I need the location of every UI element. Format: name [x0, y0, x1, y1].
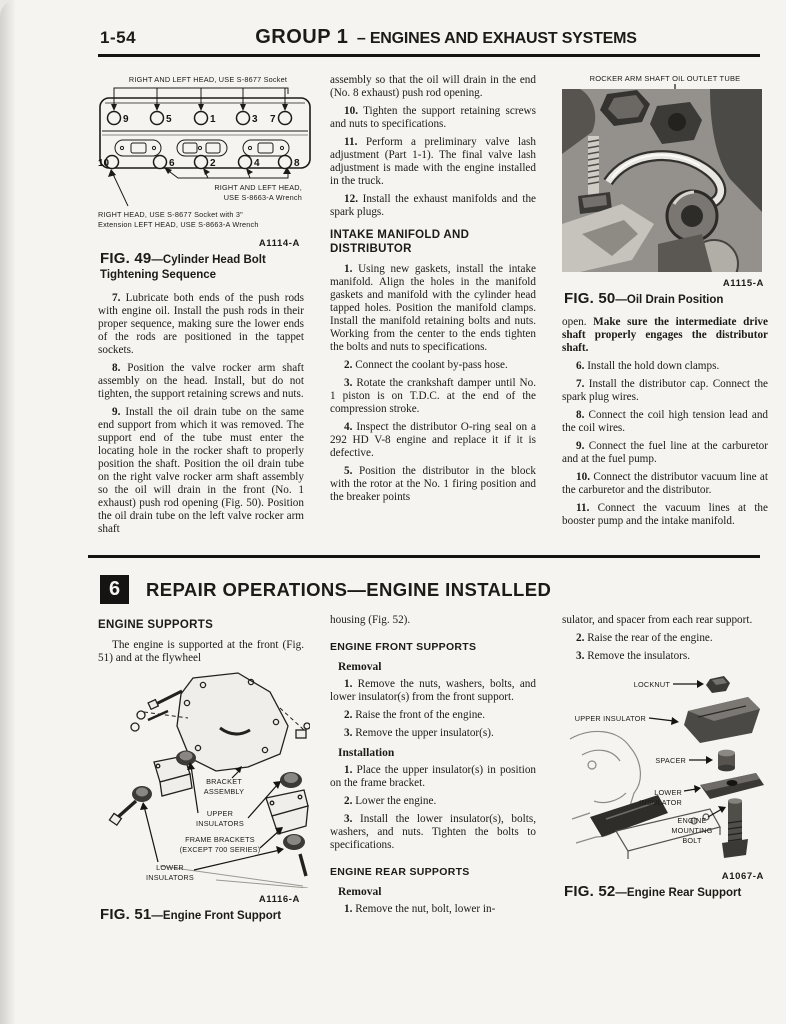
- fig51-caption-text: —Engine Front Support: [151, 910, 282, 922]
- fig49-caption-text: —Cylinder Head Bolt: [151, 254, 266, 266]
- fig50-top-label: ROCKER ARM SHAFT OIL OUTLET TUBE: [589, 74, 741, 83]
- para-text: The engine is supported at the front (Fig. 51) and at the flywheel: [98, 639, 304, 664]
- heading-engine-front-supports: ENGINE FRONT SUPPORTS: [330, 641, 477, 653]
- header-rule: [98, 54, 760, 57]
- para-text: Remove the upper insulator(s).: [355, 727, 494, 739]
- para-text: Remove the nuts, washers, bolts, and lower insulator(s) from the front support.: [330, 678, 536, 703]
- para-num: 7.: [112, 292, 121, 304]
- para-text: Install the distributor cap. Connect the spark plug wires.: [562, 378, 769, 403]
- para-text: Connect the coil high tension lead and the coil wires.: [562, 409, 769, 434]
- para-text: Lubricate both ends of the push rods with engine oil. Install the push rods in their proper sequence, making sure the lower ends of the rods are positioned in the tappet sockets.: [98, 292, 304, 356]
- fig52-label-lower-1: LOWER: [654, 788, 682, 797]
- figure-51: [98, 670, 304, 924]
- para-text: Position the valve rocker arm shaft assembly on the head. Install, but do not tighten, the support retaining screws and nuts.: [98, 362, 304, 400]
- para-text: assembly so that the oil will drain in the end (No. 8 exhaust) push rod opening.: [330, 74, 536, 99]
- para-num: 5.: [344, 465, 353, 477]
- section-title: REPAIR OPERATIONS—ENGINE INSTALLED: [146, 578, 552, 600]
- bolt-6: 6: [169, 158, 175, 169]
- top-col-right: [562, 74, 768, 541]
- fig49-top-label: RIGHT AND LEFT HEAD, USE S-8677 Socket: [128, 75, 288, 84]
- fig51-label-bracket-2: ASSEMBLY: [203, 787, 245, 796]
- para-text: Using new gaskets, install the intake manifold. Align the holes in the manifold gaskets and manifold with the cylinder head tapped holes. Position the manifold clamps. Install the manifold retaining bolts and nuts. Working from the center to the ends tighten the bolts and nuts to specifications.: [330, 263, 537, 353]
- para-text: Remove the nut, bolt, lower in-: [355, 903, 496, 915]
- para-text: Inspect the distributor O-ring seal on a 292 HD V-8 engine and replace it if it is defective.: [330, 421, 536, 459]
- fig51-label-frame-1: FRAME BRACKETS: [185, 835, 255, 844]
- fig52-label-bolt-1: ENGINE: [677, 816, 707, 825]
- para-num: 10.: [576, 471, 590, 483]
- heading-intake-manifold: INTAKE MANIFOLD AND DISTRIBUTOR: [330, 229, 470, 255]
- heading-engine-rear-supports: ENGINE REAR SUPPORTS: [330, 866, 470, 878]
- para-text: Install the exhaust manifolds and the spark plugs.: [330, 193, 536, 218]
- para-text: Tighten the support retaining screws and nuts to specifications.: [330, 105, 536, 130]
- para-text: housing (Fig. 52).: [330, 614, 411, 626]
- para-text: Connect the vacuum lines at the booster pump and the intake manifold.: [562, 502, 768, 527]
- para-num: 6.: [576, 360, 585, 372]
- fig52-label-bolt-3: BOLT: [682, 836, 702, 845]
- figure-50: [562, 74, 768, 308]
- header-title-group: GROUP 1: [255, 26, 349, 48]
- para-num: 11.: [576, 502, 590, 514]
- fig52-label-bolt-2: MOUNTING: [671, 826, 713, 835]
- para-num: 2.: [344, 795, 353, 807]
- fig52-caption-number: FIG. 52: [564, 883, 616, 900]
- para-num: 4.: [344, 421, 353, 433]
- para-text: open.: [562, 316, 594, 328]
- fig50-caption-text: —Oil Drain Position: [615, 294, 724, 306]
- fig51-label-lower-1: LOWER: [156, 863, 184, 872]
- engine-front-support-diagram: [98, 670, 310, 888]
- para-text: sulator, and spacer from each rear support.: [562, 614, 753, 626]
- fig51-label-frame-2: (EXCEPT 700 SERIES): [179, 845, 261, 854]
- para-text: Perform a preliminary valve lash adjustment (Part 1-1). The final valve lash adjustment is made with the engine installed in the truck.: [330, 136, 536, 187]
- figure-49: [98, 74, 304, 283]
- para-num: 3.: [344, 377, 353, 389]
- section-6-header: [100, 575, 762, 604]
- cylinder-head-diagram: [98, 74, 312, 232]
- para-num: 2.: [344, 359, 353, 371]
- fig49-right-label-2: USE S-8663-A Wrench: [223, 193, 302, 202]
- para-text: Raise the front of the engine.: [355, 709, 486, 721]
- page-edge-shadow: [0, 0, 16, 1024]
- para-text-bold: Make sure the intermediate drive shaft properly engages the distributor shaft.: [562, 316, 768, 354]
- para-num: 2.: [344, 709, 353, 721]
- fig52-label-spacer: SPACER: [655, 756, 686, 765]
- continued-paragraph: [330, 614, 536, 627]
- fig52-label-locknut: LOCKNUT: [633, 680, 670, 689]
- header-title: [136, 26, 756, 49]
- para-num: 3.: [576, 650, 585, 662]
- bottom-col-left: [98, 614, 304, 924]
- bolt-10: 10: [98, 158, 110, 169]
- bolt-5: 5: [166, 114, 172, 125]
- fig51-caption: [100, 907, 304, 924]
- para-num: 9.: [576, 440, 585, 452]
- para-num: 10.: [344, 105, 358, 117]
- para-num: 1.: [344, 263, 353, 275]
- continued-paragraph: [562, 614, 768, 627]
- para-num: 9.: [112, 406, 121, 418]
- fig52-label-lower-2: INSULATOR: [639, 798, 682, 807]
- para-num: 2.: [576, 632, 585, 644]
- fig49-caption-line2: Tightening Sequence: [100, 269, 217, 281]
- para-num: 7.: [576, 378, 585, 390]
- fig51-label-lower-2: INSULATORS: [146, 873, 194, 882]
- engine-rear-support-diagram: [562, 669, 768, 865]
- para-num: 12.: [344, 193, 358, 205]
- top-col-middle: [330, 74, 536, 541]
- fig52-caption-text: —Engine Rear Support: [615, 887, 742, 899]
- fig50-caption: [564, 291, 768, 308]
- fig49-bl-label-1: RIGHT HEAD, USE S-8677 Socket with 3": [98, 210, 243, 219]
- bolt-7: 7: [270, 114, 276, 125]
- fig51-label-upper-2: INSULATORS: [196, 819, 244, 828]
- figure-52: [562, 669, 768, 901]
- fig49-caption: [100, 251, 304, 283]
- top-columns: [98, 74, 769, 541]
- bottom-columns: [98, 614, 762, 924]
- para-text: Place the upper insulator(s) in position on the frame bracket.: [330, 764, 537, 789]
- page-number: 1-54: [100, 28, 137, 47]
- fig51-caption-number: FIG. 51: [100, 906, 152, 923]
- section-divider-rule: [88, 555, 760, 558]
- para-text: Install the oil drain tube on the same end support from which it was removed. The support end of the tube must enter the locating hole in the rocker shaft to properly position the shaft. Position the oil drain tube on the right valve rocker arm shaft assembly so the oil will drain in the front (No. 1 exhaust) push rod opening (Fig. 50). Position the oil drain tube on the left valve rocker arm shaft: [98, 406, 305, 535]
- subhead-removal-2: Removal: [338, 886, 382, 898]
- para-num: 11.: [344, 136, 358, 148]
- fig52-ref: A1067-A: [721, 871, 764, 882]
- fig49-right-label-1: RIGHT AND LEFT HEAD,: [214, 183, 302, 192]
- bolt-4: 4: [254, 158, 260, 169]
- para-text: Install the lower insulator(s), bolts, washers, and nuts. Tighten the bolts to specifications.: [330, 813, 536, 851]
- fig52-caption: [564, 884, 768, 901]
- top-col-left: [98, 74, 304, 541]
- para-num: 8.: [576, 409, 585, 421]
- para-num: 8.: [112, 362, 121, 374]
- para-text: Connect the fuel line at the carburetor and at the fuel pump.: [562, 440, 769, 465]
- bolt-3: 3: [252, 114, 258, 125]
- para-text: Lower the engine.: [355, 795, 437, 807]
- para-num: 3.: [344, 813, 353, 825]
- para-text: Raise the rear of the engine.: [587, 632, 713, 644]
- oil-drain-photo: [562, 84, 762, 272]
- continued-paragraph: [330, 74, 536, 100]
- bottom-col-right: [562, 614, 768, 924]
- fig52-label-upper-insulator: UPPER INSULATOR: [574, 714, 646, 723]
- fig49-ref: A1114-A: [258, 238, 300, 249]
- bottom-col-middle: [330, 614, 536, 924]
- bolt-1: 1: [210, 114, 216, 125]
- para-text: Connect the coolant by-pass hose.: [355, 359, 508, 371]
- engine-supports-paragraph: [98, 639, 304, 665]
- heading-engine-supports: ENGINE SUPPORTS: [98, 619, 214, 631]
- bolt-9: 9: [123, 114, 129, 125]
- para-text: Connect the distributor vacuum line at the carburetor and the distributor.: [562, 471, 769, 496]
- section-number-badge: 6: [100, 575, 129, 604]
- para-text: Position the distributor in the block with the rotor at the No. 1 firing position and the breaker points: [330, 465, 537, 503]
- para-num: 1.: [344, 764, 353, 776]
- fig51-ref: A1116-A: [258, 894, 300, 905]
- fig49-bl-label-2: Extension LEFT HEAD, USE S-8663-A Wrench: [98, 220, 259, 229]
- fig51-label-bracket-1: BRACKET: [206, 777, 242, 786]
- fig50-ref: A1115-A: [722, 278, 764, 289]
- para-text: Remove the insulators.: [587, 650, 691, 662]
- fig50-caption-number: FIG. 50: [564, 290, 616, 307]
- header-title-rest: – ENGINES AND EXHAUST SYSTEMS: [356, 30, 637, 47]
- para-num: 1.: [344, 678, 353, 690]
- fig51-label-upper-1: UPPER: [206, 809, 234, 818]
- bolt-2: 2: [210, 158, 216, 169]
- fig49-caption-number: FIG. 49: [100, 250, 152, 267]
- bolt-8: 8: [294, 158, 300, 169]
- para-num: 1.: [344, 903, 353, 915]
- subhead-removal: Removal: [338, 661, 382, 673]
- para-text: Rotate the crankshaft damper until No. 1 piston is on T.D.C. at the end of the compression stroke.: [330, 377, 536, 415]
- para-text: Install the hold down clamps.: [587, 360, 720, 372]
- page-header: [100, 26, 756, 49]
- para-num: 3.: [344, 727, 353, 739]
- continued-paragraph-bold: [562, 316, 768, 355]
- subhead-installation: Installation: [338, 747, 395, 759]
